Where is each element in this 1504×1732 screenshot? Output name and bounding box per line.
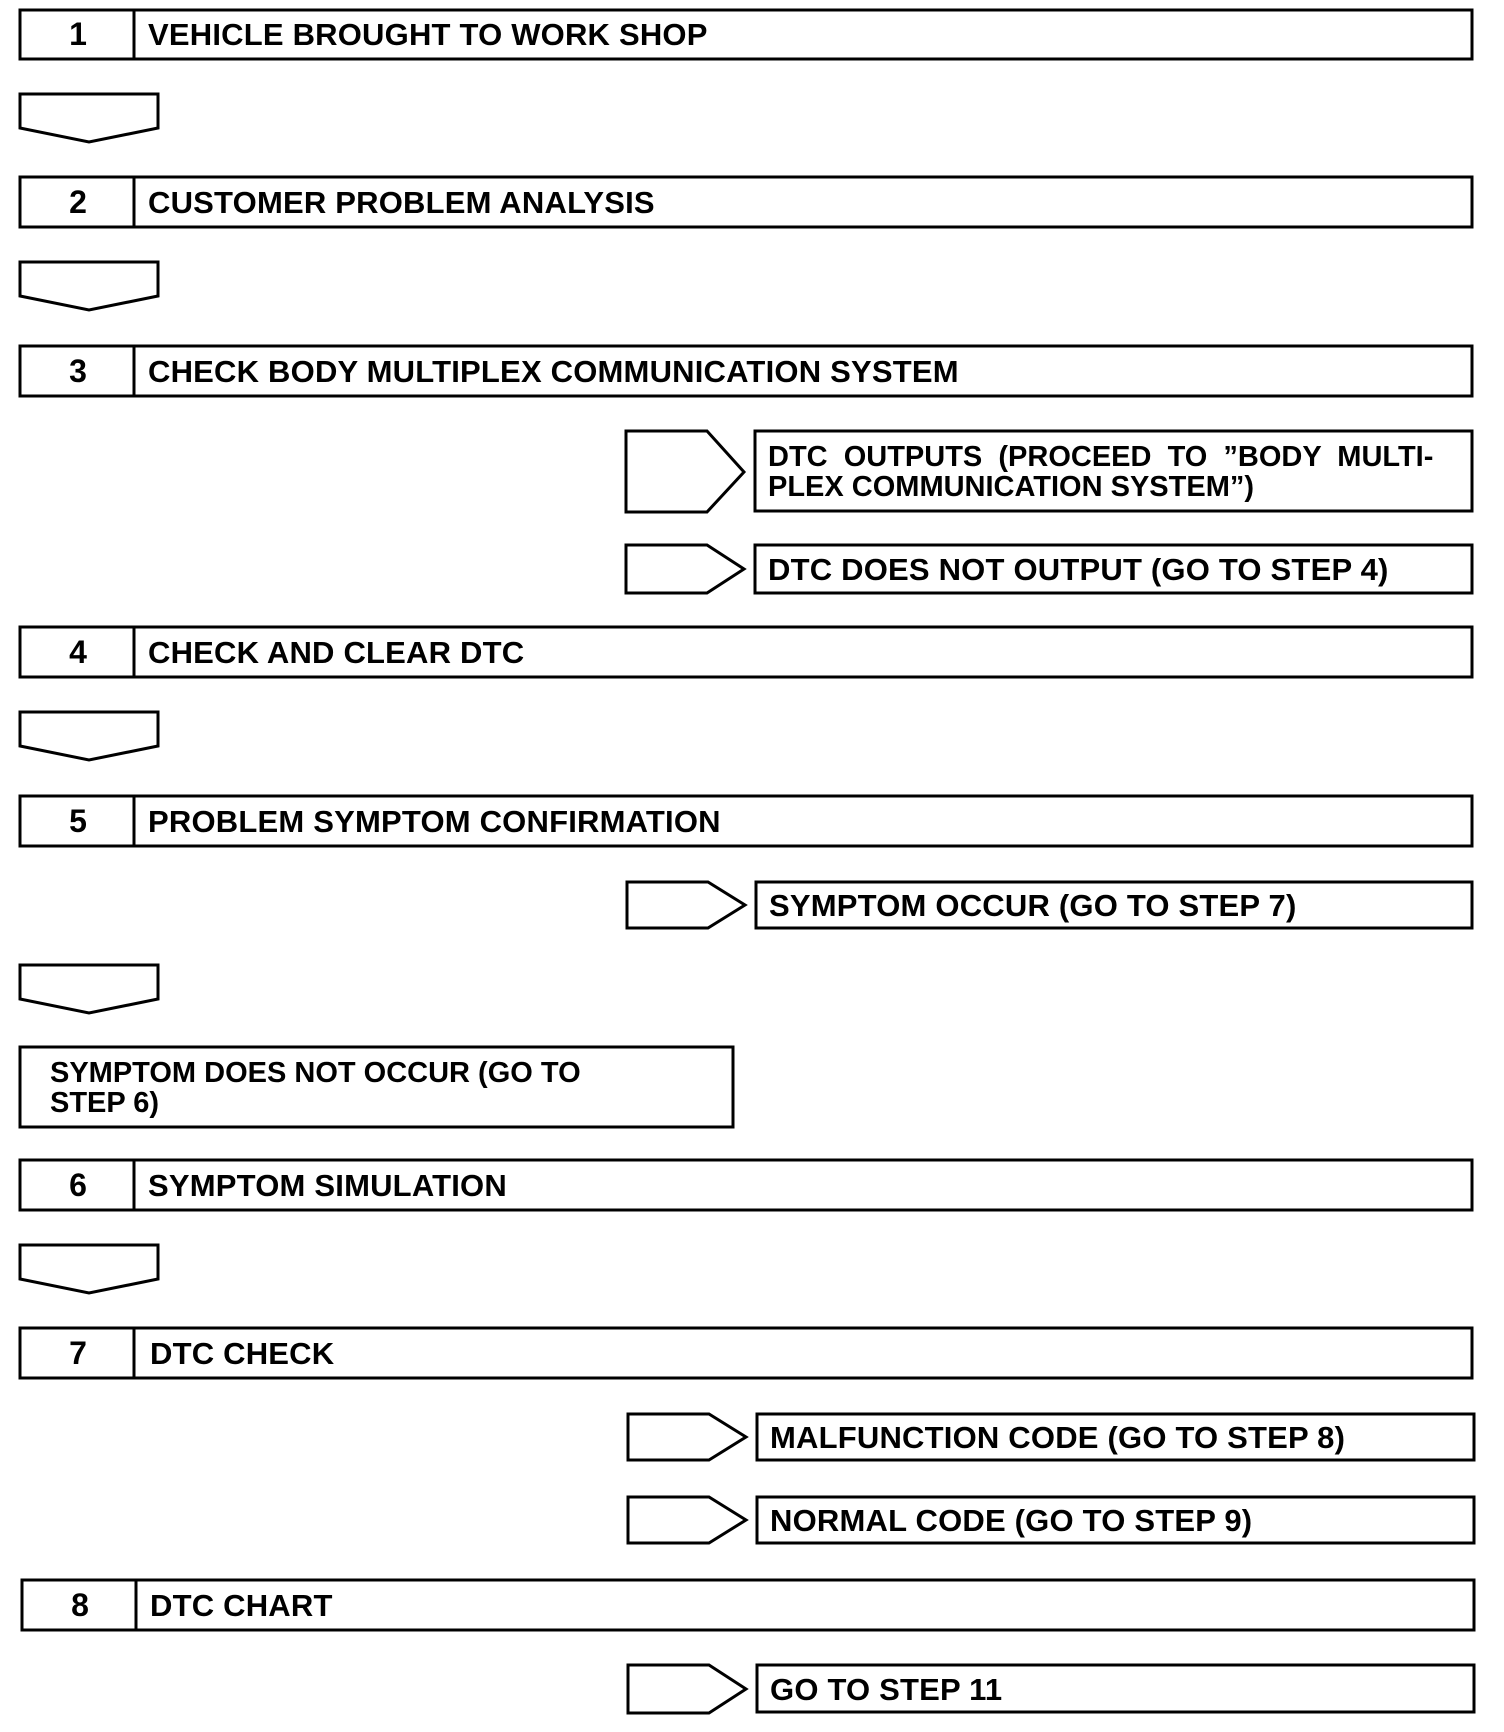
- step-3-title: CHECK BODY MULTIPLEX COMMUNICATION SYSTEM: [148, 354, 959, 389]
- step-6-title: SYMPTOM SIMULATION: [148, 1168, 507, 1203]
- down-arrow-4-5: [20, 712, 158, 760]
- step-1-title: VEHICLE BROUGHT TO WORK SHOP: [148, 17, 708, 52]
- step-3-number: 3: [69, 353, 87, 389]
- branch-malfunction-code-text: MALFUNCTION CODE (GO TO STEP 8): [770, 1420, 1346, 1455]
- step-5-number: 5: [69, 803, 87, 839]
- right-arrow-dtc-not-output: [626, 545, 744, 593]
- step-4-number: 4: [69, 634, 87, 670]
- down-arrow-5-not-occur: [20, 965, 158, 1013]
- step-2-number: 2: [69, 184, 87, 220]
- branch-symptom-not-occur-line2: STEP 6): [50, 1087, 160, 1119]
- step-7-number: 7: [69, 1335, 87, 1371]
- right-arrow-go-to-11: [628, 1665, 746, 1713]
- step-6-number: 6: [69, 1167, 87, 1203]
- right-arrow-normal-code: [628, 1497, 746, 1543]
- step-7-title: DTC CHECK: [150, 1336, 335, 1371]
- branch-normal-code-text: NORMAL CODE (GO TO STEP 9): [770, 1503, 1253, 1538]
- branch-dtc-outputs-line2: PLEX COMMUNICATION SYSTEM”): [768, 471, 1255, 503]
- down-arrow-2-3: [20, 262, 158, 310]
- right-arrow-dtc-outputs: [626, 431, 744, 512]
- branch-symptom-occur-text: SYMPTOM OCCUR (GO TO STEP 7): [769, 888, 1297, 923]
- step-8-number: 8: [71, 1587, 89, 1623]
- step-1-number: 1: [69, 16, 87, 52]
- step-4-title: CHECK AND CLEAR DTC: [148, 635, 525, 670]
- step-2-title: CUSTOMER PROBLEM ANALYSIS: [148, 185, 655, 220]
- down-arrow-1-2: [20, 94, 158, 142]
- right-arrow-symptom-occur: [627, 882, 745, 928]
- branch-dtc-not-output-text: DTC DOES NOT OUTPUT (GO TO STEP 4): [768, 552, 1389, 587]
- right-arrow-malfunction-code: [628, 1414, 746, 1460]
- branch-go-to-11-text: GO TO STEP 11: [770, 1672, 1003, 1707]
- step-5-title: PROBLEM SYMPTOM CONFIRMATION: [148, 804, 721, 839]
- step-8-title: DTC CHART: [150, 1588, 333, 1623]
- down-arrow-6-7: [20, 1245, 158, 1293]
- branch-symptom-not-occur-line1: SYMPTOM DOES NOT OCCUR (GO TO: [50, 1057, 581, 1089]
- branch-dtc-outputs-line1: DTC OUTPUTS (PROCEED TO ”BODY MULTI-: [768, 441, 1434, 473]
